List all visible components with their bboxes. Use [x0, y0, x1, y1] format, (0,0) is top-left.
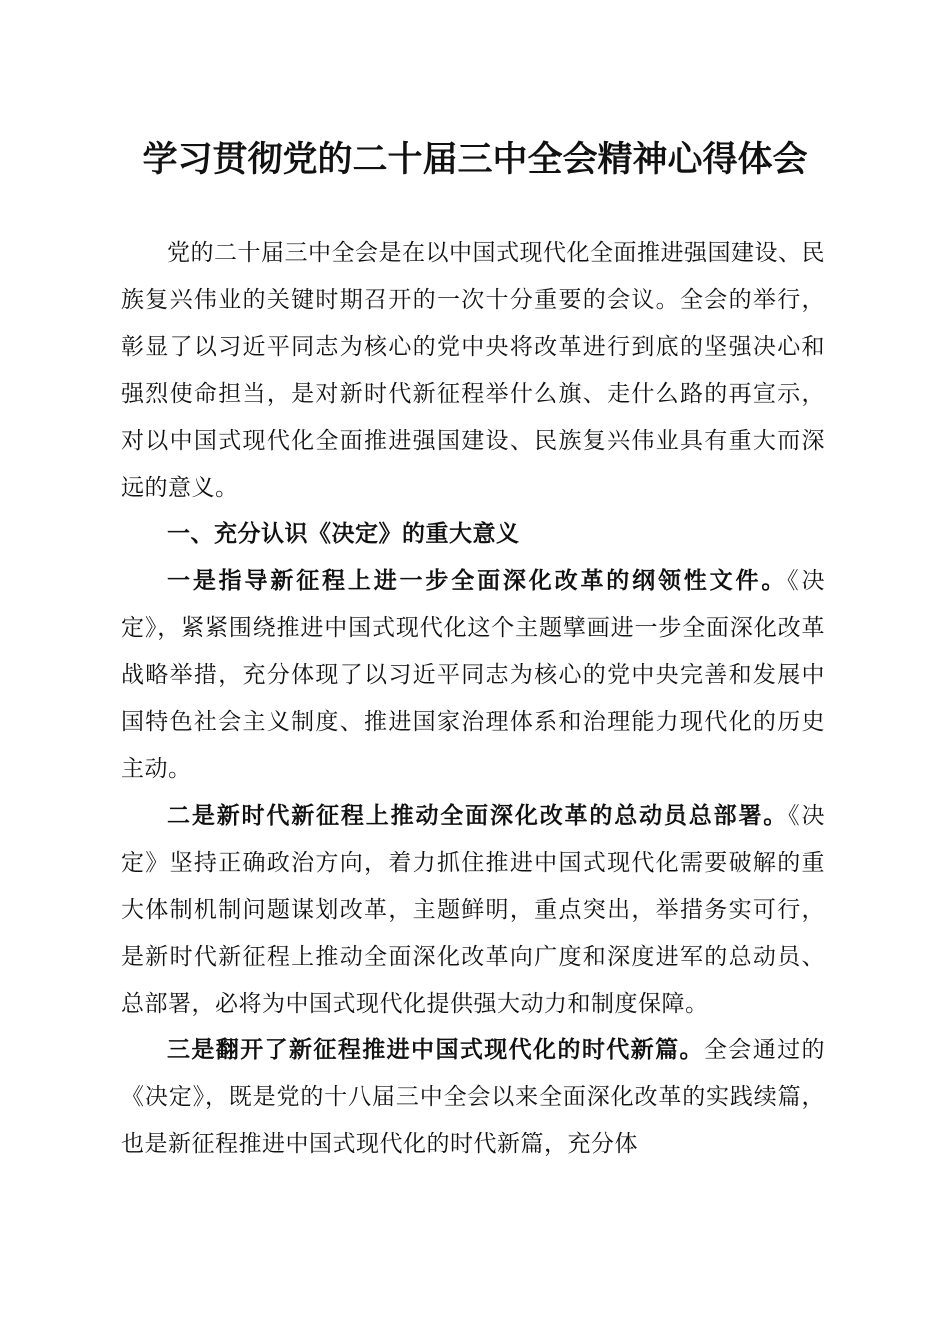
point-paragraph-1 [121, 558, 825, 793]
intro-paragraph: 党的二十届三中全会是在以中国式现代化全面推进强国建设、民族复兴伟业的关键时期召开的一次十分重要的会议。全会的举行，彰显了以习近平同志为核心的党中央将改革进行到底的坚强决心和强烈使命担当，是对新时代新征程举什么旗、走什么路的再宣示，对以中国式现代化全面推进强国建设、民族复兴伟业具有重大而深远的意义。 [121, 240, 825, 501]
point-paragraph-2 [121, 793, 825, 1028]
document-title: 学习贯彻党的二十届三中全会精神心得体会 [142, 139, 808, 180]
section-heading: 一、充分认识《决定》的重大意义 [167, 521, 520, 548]
point-lead-2: 二是新时代新征程上推动全面深化改革的总动员总部署。 [167, 802, 789, 829]
point-text-1: 《决定》，紧紧围绕推进中国式现代化这个主题擘画进一步全面深化改革战略举措，充分体现了以习近平同志为核心的党中央完善和发展中国特色社会主义制度、推进国家治理体系和治理能力现代化的历史主动。 [121, 568, 826, 782]
point-lead-3: 三是翻开了新征程推进中国式现代化的时代新篇。 [167, 1037, 704, 1064]
point-paragraph-3 [121, 1027, 825, 1168]
point-text-3: 全会通过的《决定》，既是党的十八届三中全会以来全面深化改革的实践续篇，也是新征程推进中国式现代化的时代新篇，充分体 [121, 1037, 826, 1158]
document-body [121, 230, 825, 1168]
point-text-2: 《决定》坚持正确政治方向，着力抓住推进中国式现代化需要破解的重大体制机制问题谋划改革，主题鲜明，重点突出，举措务实可行，是新时代新征程上推动全面深化改革向广度和深度进军的总动员、总部署，必将为中国式现代化提供强大动力和制度保障。 [121, 802, 826, 1017]
point-lead-1: 一是指导新征程上进一步全面深化改革的纲领性文件。 [167, 568, 788, 595]
